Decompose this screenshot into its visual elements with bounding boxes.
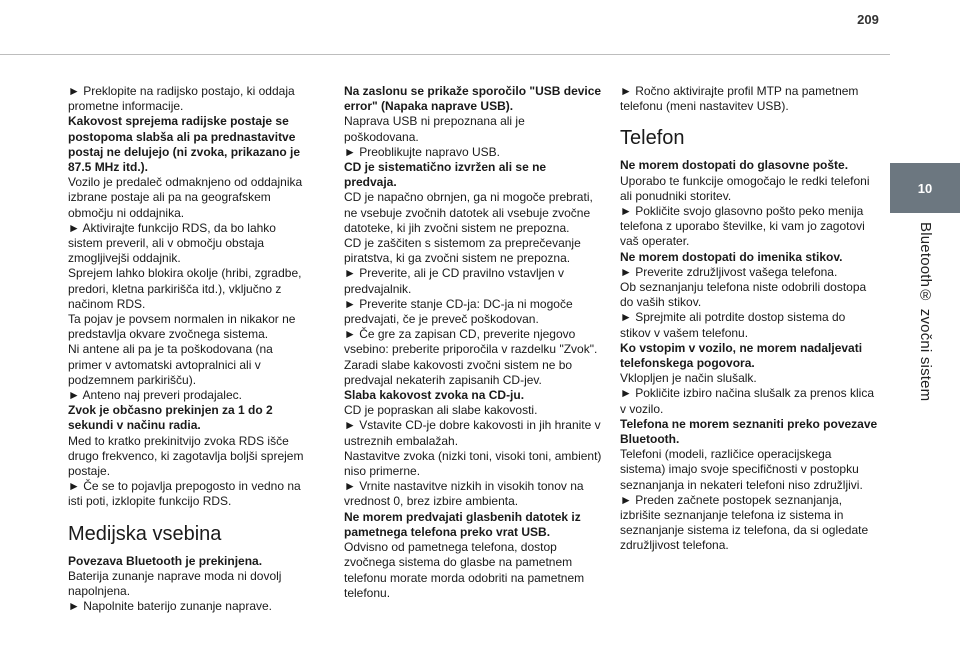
paragraph: ► Pokličite izbiro načina slušalk za prenos klica v vozilo.	[620, 386, 874, 416]
chapter-tab	[890, 163, 960, 213]
paragraph: ► Sprejmite ali potrdite dostop sistema do stikov v vašem telefonu.	[620, 310, 846, 340]
header-divider	[0, 54, 890, 55]
paragraph: Baterija zunanje naprave moda ni dovolj napolnjena.	[68, 568, 282, 599]
paragraph: ► Preverite, ali je CD pravilno vstavljen v predvajalnik.	[344, 266, 564, 296]
section-heading: Telefon	[620, 127, 685, 150]
paragraph: ► Napolnite baterijo zunanje naprave.	[68, 599, 273, 614]
paragraph: CD je napačno obrnjen, ga ni mogoče prebrati, ne vsebuje zvočnih datotek ali vsebuje zvočne datoteke, ki jih zvočni sistem ne prepozna.	[344, 190, 593, 235]
paragraph: Naprava USB ni prepoznana ali je poškodovana.	[344, 114, 525, 144]
chapter-title: Bluetooth® zvočni sistem	[917, 222, 934, 402]
paragraph: ► Če se to pojavlja prepogosto in vedno na isti poti, izklopite funkcijo RDS.	[68, 479, 301, 509]
text-column-1	[68, 84, 308, 615]
paragraph: Odvisno od pametnega telefona, dostop zvočnega sistema do glasbe na pametnem telefonu morate morda odobriti na pametnem telefonu.	[344, 540, 585, 600]
paragraph: Med to kratko prekinitvijo zvoka RDS išče drugo frekvenco, ki zagotavlja boljši sprejem postaje.	[68, 433, 304, 479]
text-column-3	[620, 84, 878, 554]
question-heading: Povezava Bluetooth je prekinjena.	[68, 553, 263, 568]
question-heading: Ko vstopim v vozilo, ne morem nadaljevati telefonskega pogovora.	[620, 340, 863, 371]
question-heading: Ne morem dostopati do glasovne pošte.	[620, 158, 849, 173]
paragraph: ► Preden začnete postopek seznanjanja, izbrišite seznanjanje telefona iz sistema in seznanjanje sistema iz telefona, da si ogledate združljivost telefona.	[620, 492, 869, 553]
question-heading: Slaba kakovost zvoka na CD-ju.	[344, 388, 525, 403]
paragraph: CD je popraskan ali slabe kakovosti.	[344, 403, 538, 418]
paragraph: ► Če gre za zapisan CD, preverite njegovo vsebino: preberite priporočila v razdelku "Zvok".	[344, 327, 598, 357]
paragraph: ► Preoblikujte napravo USB.	[344, 144, 500, 159]
paragraph: CD je zaščiten s sistemom za preprečevanje piratstva, ki ga zvočni sistem ne prepozna.	[344, 236, 581, 266]
paragraph: ► Preklopite na radijsko postajo, ki oddaja prometne informacije.	[68, 84, 295, 114]
paragraph: Vozilo je predaleč odmaknjeno od oddajnika izbrane postaje ali pa na geografskem območju ni oddajnika.	[68, 175, 303, 220]
text-column-2	[344, 84, 602, 601]
question-heading: Na zaslonu se prikaže sporočilo "USB device error" (Napaka naprave USB).	[344, 84, 602, 114]
paragraph: Ni antene ali pa je ta poškodovana (na primer v avtomatski avtopralnici ali v podzemnem parkirišču).	[68, 342, 273, 387]
paragraph: ► Aktivirajte funkcijo RDS, da bo lahko sistem preveril, ali v območju obstaja zmogljivejši oddajnik.	[68, 220, 276, 266]
paragraph: ► Vstavite CD-je dobre kakovosti in jih hranite v ustreznih embalažah.	[344, 418, 601, 448]
paragraph: Uporabo te funkcije omogočajo le redki telefoni ali ponudniki storitev.	[620, 173, 870, 203]
paragraph: ► Ročno aktivirajte profil MTP na pametnem telefonu (meni nastavitev USB).	[620, 84, 859, 114]
paragraph: ► Vrnite nastavitve nizkih in visokih tonov na vrednost 0, brez izbire ambienta.	[344, 479, 584, 509]
question-heading: Ne morem dostopati do imenika stikov.	[620, 249, 843, 264]
paragraph: Zaradi slabe kakovosti zvočni sistem ne bo predvajal nekaterih zapisanih CD-jev.	[344, 357, 573, 387]
question-heading: CD je sistematično izvržen ali se ne predvaja.	[344, 160, 547, 190]
page-number: 209	[857, 12, 879, 27]
paragraph: ► Anteno naj preveri prodajalec.	[68, 388, 242, 403]
paragraph: Vklopljen je način slušalk.	[620, 371, 757, 386]
paragraph: Telefoni (modeli, različice operacijskega sistema) imajo svoje specifičnosti v postopku seznanjanja in nekateri telefoni niso združljivi.	[620, 447, 863, 492]
paragraph: ► Preverite stanje CD-ja: DC-ja ni mogoče predvajati, če je preveč poškodovan.	[344, 296, 573, 327]
paragraph: Ob seznanjanju telefona niste odobrili dostopa do vaših stikov.	[620, 280, 867, 310]
question-heading: Ne morem predvajati glasbenih datotek iz pametnega telefona preko vrat USB.	[344, 509, 581, 539]
paragraph: Sprejem lahko blokira okolje (hribi, zgradbe, predori, kletna parkirišča itd.), vključno z načinom RDS.	[68, 266, 302, 311]
paragraph: ► Preverite združljivost vašega telefona.	[620, 264, 838, 279]
paragraph: Nastavitve zvoka (nizki toni, visoki toni, ambient) niso primerne.	[344, 448, 602, 479]
question-heading: Kakovost sprejema radijske postaje se postopoma slabša ali pa prednastavitve postaj ne delujejo (ni zvoka, prikazano je 87.5 MHz itd.).	[68, 114, 301, 175]
chapter-number: 10	[917, 180, 933, 196]
paragraph: Ta pojav je povsem normalen in nikakor ne predstavlja okvare zvočnega sistema.	[68, 312, 296, 342]
question-heading: Zvok je občasno prekinjen za 1 do 2 sekundi v načinu radia.	[68, 403, 273, 433]
paragraph: ► Pokličite svojo glasovno pošto peko menija telefona z uporabo številke, ki vam jo zagotovi vaš operater.	[620, 204, 865, 249]
section-heading: Medijska vsebina	[68, 522, 222, 545]
question-heading: Telefona ne morem seznaniti preko povezave Bluetooth.	[620, 416, 878, 447]
